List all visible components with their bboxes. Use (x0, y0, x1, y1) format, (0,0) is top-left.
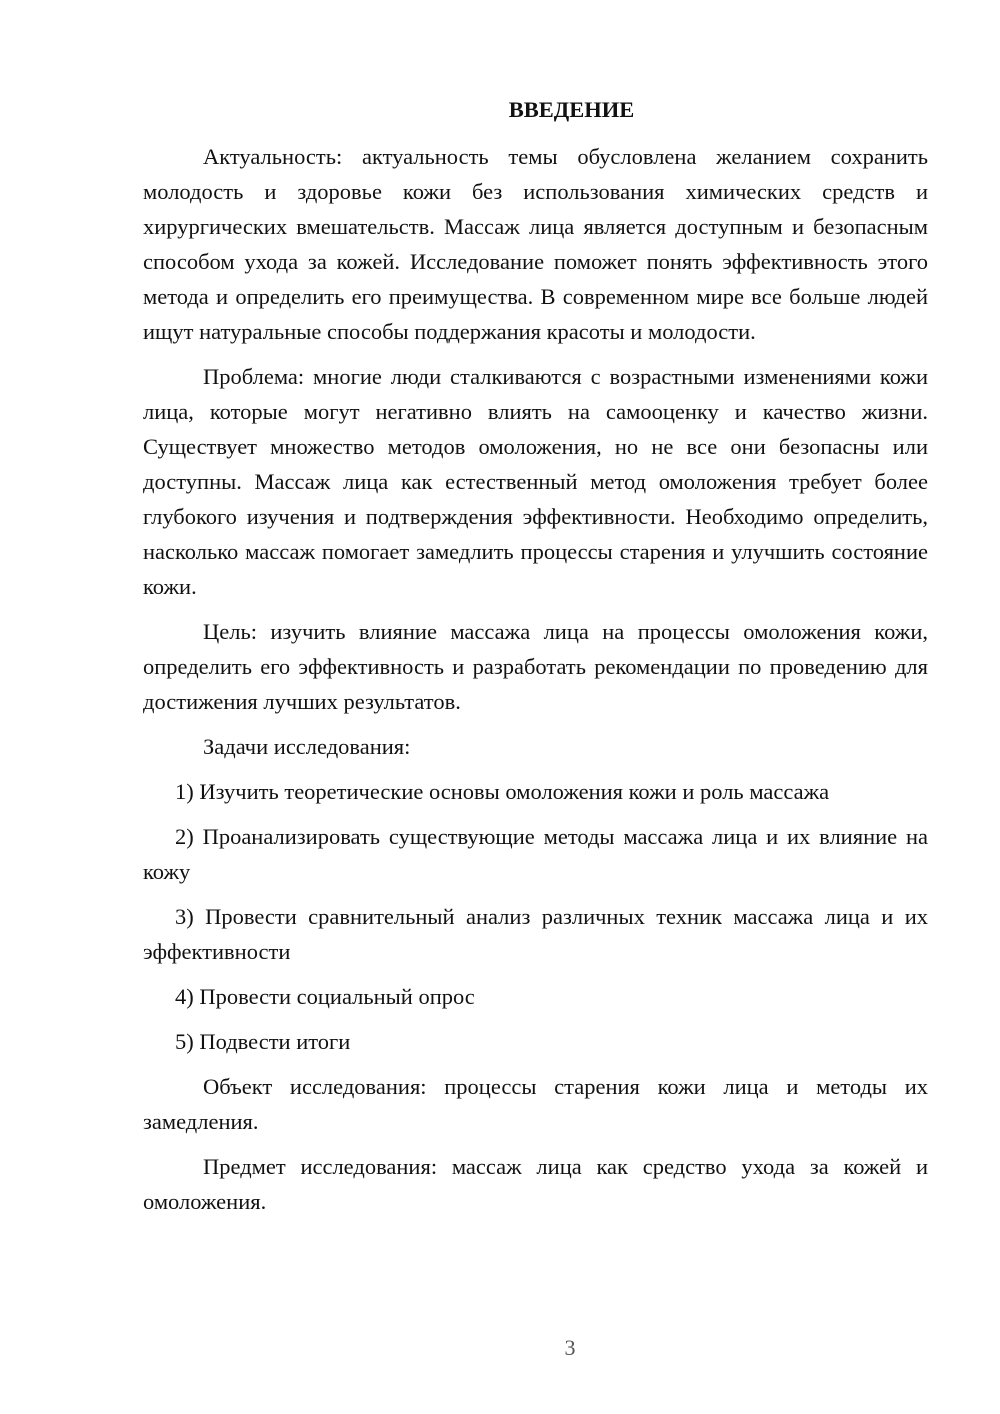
paragraph-relevance: Актуальность: актуальность темы обусловлена желанием сохранить молодость и здоровье кожи без использования химических средств и хирургических вмешательств. Массаж лица является доступным и безопасным способом ухода за кожей. Исследование поможет понять эффективность этого метода и определить его преимущества. В современном мире все больше людей ищут натуральные способы поддержания красоты и молодости. (143, 144, 928, 344)
list-item: 5) Подвести итоги (175, 1029, 351, 1054)
page-content (143, 92, 928, 1229)
paragraph-object: Объект исследования: процессы старения кожи лица и методы их замедления. (143, 1074, 928, 1134)
page-number: 3 (564, 1335, 576, 1360)
paragraph-subject: Предмет исследования: массаж лица как средство ухода за кожей и омоложения. (143, 1154, 928, 1214)
paragraph-tasks-intro: Задачи исследования: (203, 734, 411, 759)
list-item: 1) Изучить теоретические основы омоложения кожи и роль массажа (175, 779, 830, 804)
list-item: 3) Провести сравнительный анализ различных техник массажа лица и их эффективности (143, 904, 928, 964)
list-item: 2) Проанализировать существующие методы массажа лица и их влияние на кожу (143, 824, 928, 884)
section-heading: ВВЕДЕНИЕ (508, 97, 635, 122)
paragraph-problem: Проблема: многие люди сталкиваются с возрастными изменениями кожи лица, которые могут негативно влиять на самооценку и качество жизни. Существует множество методов омоложения, но не все они безопасны или доступны. Массаж лица как естественный метод омоложения требует более глубокого изучения и подтверждения эффективности. Необходимо определить, насколько массаж помогает замедлить процессы старения и улучшить состояние кожи. (143, 364, 928, 599)
tasks-list (143, 774, 928, 1059)
paragraph-goal: Цель: изучить влияние массажа лица на процессы омоложения кожи, определить его эффективность и разработать рекомендации по проведению для достижения лучших результатов. (143, 619, 928, 714)
list-item: 4) Провести социальный опрос (175, 984, 475, 1009)
